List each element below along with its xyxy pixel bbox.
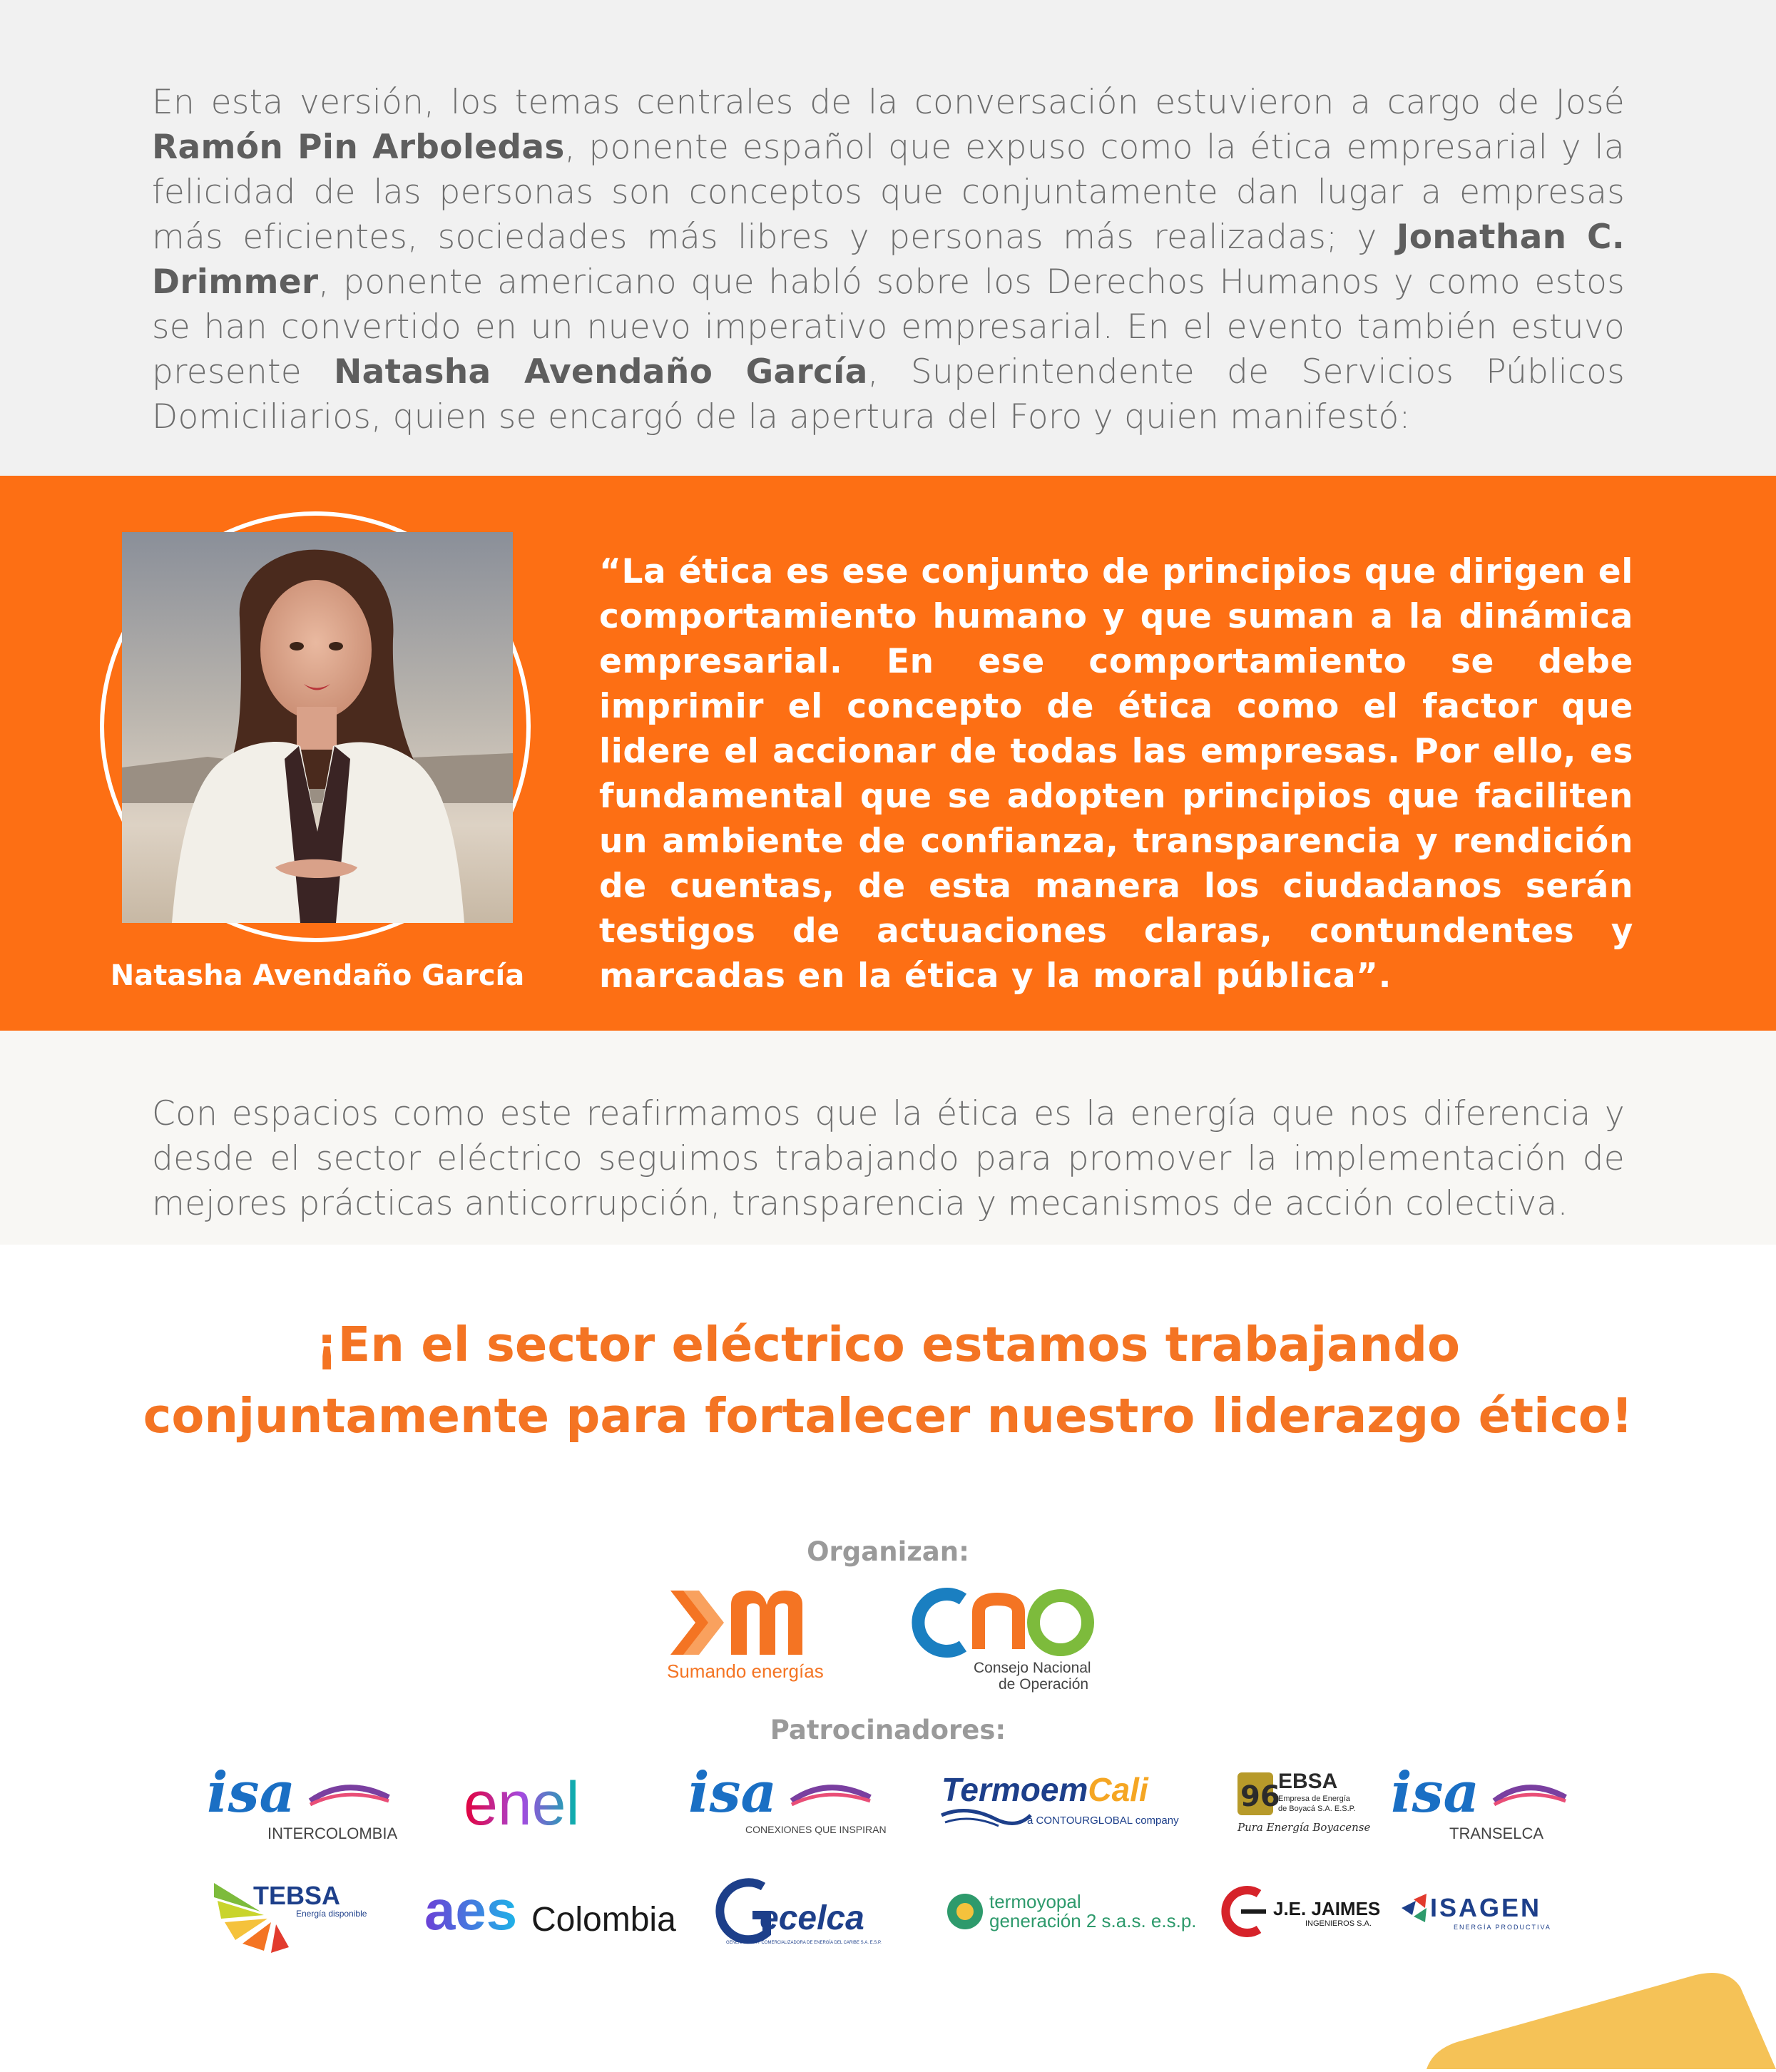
isa-intercolombia-logo bbox=[203, 1762, 403, 1847]
intro-paragraph bbox=[152, 80, 1625, 439]
termoemcali-logo bbox=[938, 1765, 1195, 1844]
cno-line-1: Consejo Nacional bbox=[974, 1660, 1091, 1676]
je-jaimes-sub: INGENIEROS S.A. bbox=[1305, 1919, 1372, 1928]
ebsa-line-1: Empresa de Energía bbox=[1278, 1795, 1350, 1803]
termoemcali-sub: a CONTOURGLOBAL company bbox=[1027, 1815, 1179, 1827]
enel-logo bbox=[464, 1769, 621, 1840]
termoemcali-main: Termoem bbox=[941, 1771, 1088, 1808]
aes-colombia-logo bbox=[424, 1879, 681, 1944]
isagen-sub: ENERGÍA PRODUCTIVA bbox=[1454, 1924, 1551, 1931]
xm-tagline: Sumando energías bbox=[667, 1660, 824, 1682]
enel-wordmark: enel bbox=[464, 1770, 580, 1838]
speaker-name-drimmer: Jonathan C. Drimmer bbox=[152, 218, 1625, 302]
tebsa-wordmark: TEBSA bbox=[253, 1881, 341, 1910]
slogan-line-1: ¡En el sector eléctrico estamos trabajando bbox=[315, 1317, 1461, 1372]
svg-text:TermoemCali bbox=[941, 1771, 1149, 1808]
closing-paragraph: Con espacios como este reafirmamos que la ética es la energía que nos diferencia y desde el sector eléctrico seguimos trabajando para promover la implementación de mejores prácticas anticorrupción, transparencia y mecanismos de acción colectiva. bbox=[152, 1094, 1625, 1223]
isa-intercolombia-label: INTERCOLOMBIA bbox=[267, 1825, 398, 1842]
ebsa-slogan: Pura Energía Boyacense bbox=[1237, 1821, 1371, 1834]
je-jaimes-logo bbox=[1220, 1883, 1381, 1940]
intro-text-2: , ponente español que expuso como la ética empresarial y la felicidad de las personas son conceptos que conjuntamente dan lugar a empresas más eficientes, sociedades más libres y personas más realizadas; y bbox=[152, 128, 1625, 257]
cno-logo bbox=[913, 1583, 1106, 1693]
cno-line-2: de Operación bbox=[999, 1676, 1089, 1693]
slogan bbox=[0, 1309, 1776, 1451]
termoyopal-line-2: generación 2 s.a.s. e.s.p. bbox=[989, 1910, 1197, 1931]
ebsa-logo bbox=[1234, 1765, 1371, 1844]
termoyopal-logo bbox=[945, 1883, 1197, 1940]
isa-transelca-label: TRANSELCA bbox=[1449, 1825, 1544, 1842]
intro-text-1: En esta versión, los temas centrales de la conversación estuvieron a cargo de José bbox=[152, 83, 1625, 122]
isagen-wordmark: ISAGEN bbox=[1430, 1893, 1542, 1922]
portrait-photo bbox=[122, 532, 513, 923]
gecelca-logo bbox=[720, 1872, 884, 1951]
speaker-name-avendano: Natasha Avendaño García bbox=[334, 352, 868, 392]
xm-logo bbox=[663, 1583, 842, 1683]
isa-logo bbox=[685, 1760, 887, 1847]
isa-transelca-logo bbox=[1391, 1762, 1576, 1847]
je-jaimes-wordmark: J.E. JAIMES bbox=[1273, 1898, 1381, 1919]
ebsa-line-2: de Boyacá S.A. E.S.P. bbox=[1278, 1805, 1356, 1813]
speaker-name-pin: Ramón Pin Arboledas bbox=[152, 128, 565, 167]
svg-text:isa: isa bbox=[688, 1760, 777, 1825]
aes-country: Colombia bbox=[531, 1901, 676, 1939]
intro-text-3: , ponente americano que habló sobre los Derechos Humanos y como estos se han convertido en un nuevo imperativo empresarial. En el evento también estuvo presente bbox=[152, 262, 1625, 392]
termoyopal-line-1: termoyopal bbox=[989, 1891, 1081, 1912]
sponsors-label: Patrocinadores: bbox=[770, 1715, 1006, 1745]
gecelca-wordmark: ecelca bbox=[760, 1899, 864, 1937]
portrait-caption: Natasha Avendaño García bbox=[110, 959, 525, 992]
tebsa-logo bbox=[210, 1869, 374, 1954]
svg-text:96: 96 bbox=[1240, 1780, 1280, 1813]
quote-text: “La ética es ese conjunto de principios que dirigen el comportamiento humano y que suman a la dinámica empresarial. En ese comportamiento se debe imprimir el concepto de ética como el factor que lidere el accionar de todas las empresas. Por ello, es fundamental que se adopten principios que faciliten un ambiente de confianza, transparencia y rendición de cuentas, de esta manera los ciudadanos serán testigos de actuaciones claras, contundentes y marcadas en la ética y la moral pública”. bbox=[599, 552, 1633, 996]
tebsa-sub: Energía disponible bbox=[296, 1909, 367, 1919]
svg-text:isa: isa bbox=[207, 1760, 296, 1825]
slogan-line-2: conjuntamente para fortalecer nuestro liderazgo ético! bbox=[143, 1388, 1633, 1444]
svg-text:isa: isa bbox=[1391, 1760, 1480, 1825]
svg-text:EBSA: EBSA bbox=[1278, 1770, 1338, 1793]
isa-sub-label: CONEXIONES QUE INSPIRAN bbox=[745, 1824, 887, 1835]
organizers-label: Organizan: bbox=[807, 1536, 969, 1567]
aes-wordmark: aes bbox=[424, 1879, 518, 1941]
decorative-corner-shape bbox=[1405, 1926, 1776, 2072]
intro-text-4: , Superintendente de Servicios Públicos Domiciliarios, quien se encargó de la apertura del Foro y quien manifestó: bbox=[152, 352, 1625, 437]
gecelca-sub: GENERADORA Y COMERCIALIZADORA DE ENERGÍA DEL CARIBE S.A. E.S.P. bbox=[726, 1941, 882, 1945]
termoemcali-accent: Cali bbox=[1088, 1771, 1148, 1808]
